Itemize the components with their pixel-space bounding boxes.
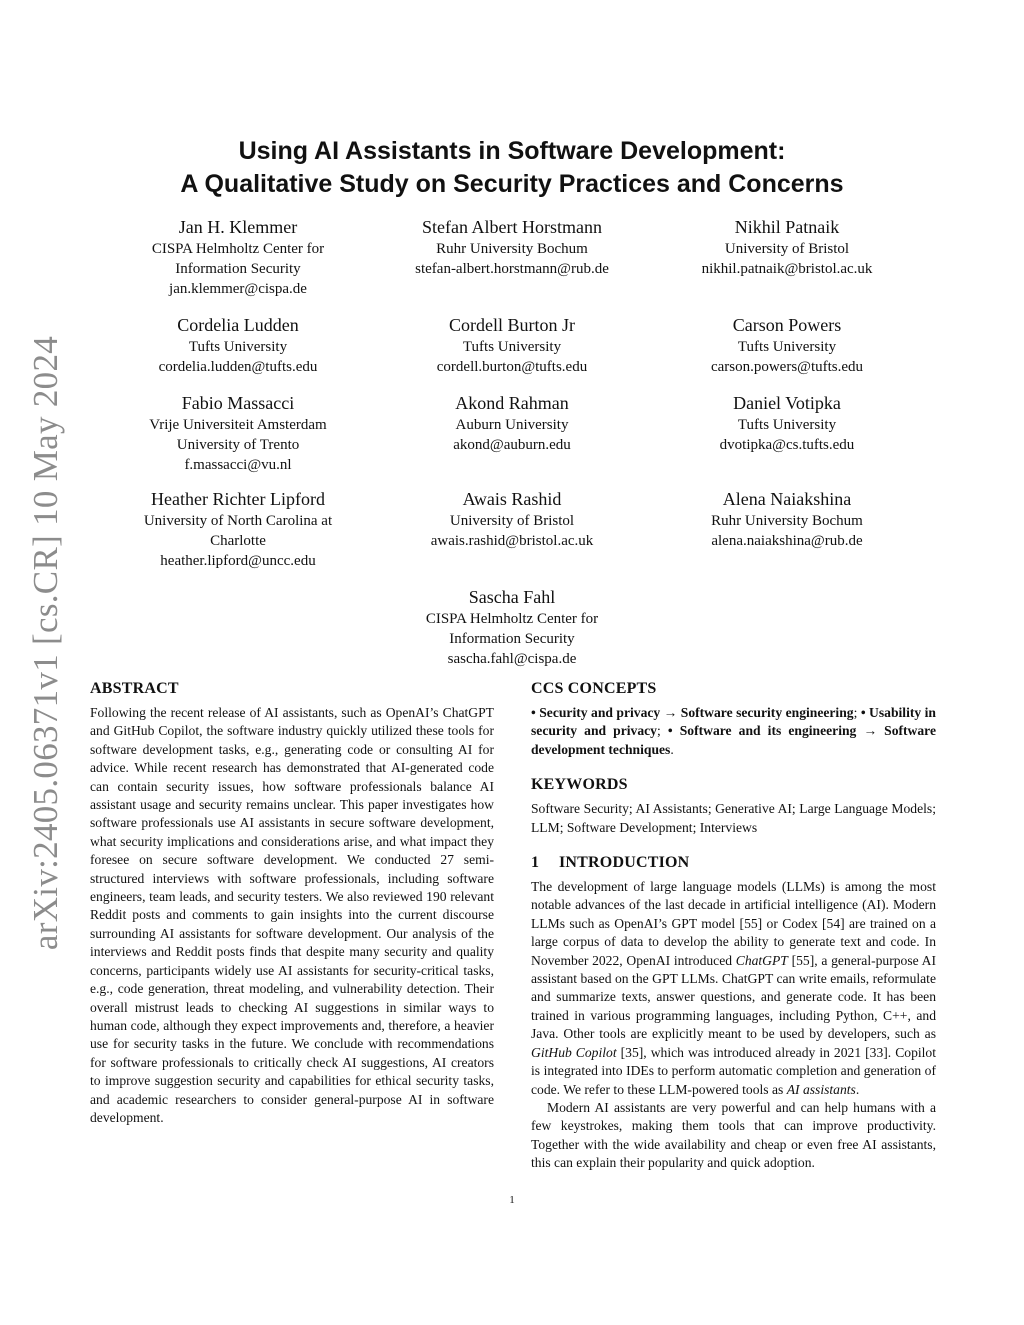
ccs-concept-3: • Software and its engineering → Software development techniques [531, 723, 936, 757]
author-email: stefan-albert.horstmann@rub.de [415, 261, 609, 277]
author-name: Cordell Burton Jr [449, 315, 575, 335]
author-block [362, 586, 662, 669]
introduction-heading [531, 854, 936, 872]
author-affiliation: Ruhr University Bochum [711, 513, 863, 529]
author-affiliation: University of North Carolina at [143, 513, 333, 529]
author-block [88, 216, 388, 299]
author-affiliation: CISPA Helmholtz Center for [425, 611, 599, 627]
ai-assistants-italic: AI assistants [786, 1081, 856, 1097]
ccs-concept-1: • Security and privacy → Software security engineering [531, 705, 854, 720]
author-email: cordell.burton@tufts.edu [436, 359, 588, 375]
author-affiliation: CISPA Helmholtz Center for [151, 241, 325, 257]
author-affiliation: Tufts University [737, 417, 837, 433]
github-copilot-italic: GitHub Copilot [531, 1044, 617, 1060]
author-block [637, 314, 937, 377]
intro-paragraph-2: Modern AI assistants are very powerful and can help humans with a few keystrokes, making them tools that can improve productivity. Together with the wide availability and cheap or even free AI assistants, this can explain their popularity and quick adoption. [531, 1099, 936, 1171]
author-name: Cordelia Ludden [177, 315, 299, 335]
author-affiliation: Tufts University [737, 339, 837, 355]
right-column [531, 680, 936, 1173]
author-affiliation: Tufts University [462, 339, 562, 355]
title-line-2: A Qualitative Study on Security Practices and Concerns [180, 170, 844, 198]
author-name: Awais Rashid [462, 489, 562, 509]
author-name: Alena Naiakshina [722, 489, 852, 509]
author-name: Nikhil Patnaik [734, 217, 840, 237]
author-block [362, 488, 662, 551]
author-block [362, 216, 662, 279]
author-block [362, 392, 662, 455]
author-email: heather.lipford@uncc.edu [160, 553, 316, 569]
author-block [637, 216, 937, 279]
author-name: Sascha Fahl [468, 587, 556, 607]
author-block [637, 488, 937, 551]
author-email: sascha.fahl@cispa.de [447, 651, 577, 667]
author-affiliation: Ruhr University Bochum [436, 241, 588, 257]
author-affiliation: University of Bristol [449, 513, 575, 529]
author-name: Daniel Votipka [733, 393, 841, 413]
keywords-text: Software Security; AI Assistants; Generative AI; Large Language Models; LLM; Software Development; Interviews [531, 801, 936, 835]
author-block [362, 314, 662, 377]
author-email: dvotipka@cs.tufts.edu [719, 437, 855, 453]
author-affiliation: Information Security [449, 631, 575, 647]
author-block [637, 392, 937, 455]
author-affiliation: Tufts University [188, 339, 288, 355]
author-email: carson.powers@tufts.edu [710, 359, 864, 375]
author-email: alena.naiakshina@rub.de [711, 533, 863, 549]
ccs-concept-2: • Usability in security and privacy [531, 705, 936, 739]
section-title: INTRODUCTION [559, 854, 690, 872]
author-email: akond@auburn.edu [453, 437, 571, 453]
title-line-1: Using AI Assistants in Software Development: [238, 137, 786, 165]
author-email: awais.rashid@bristol.ac.uk [430, 533, 594, 549]
paper-title [60, 135, 964, 201]
author-email: cordelia.ludden@tufts.edu [158, 359, 318, 375]
author-name: Carson Powers [732, 315, 842, 335]
author-affiliation: Vrije Universiteit Amsterdam [149, 417, 327, 433]
author-affiliation: Information Security [175, 261, 301, 277]
author-block [88, 488, 388, 571]
keywords-heading: KEYWORDS [531, 776, 628, 794]
author-name: Akond Rahman [455, 393, 569, 413]
author-affiliation: University of Bristol [724, 241, 850, 257]
chatgpt-italic: ChatGPT [735, 952, 788, 968]
abstract-text: Following the recent release of AI assistants, such as OpenAI’s ChatGPT and GitHub Copilot, the software industry quickly utilized these tools for software development tasks, e.g., generating code or consulting AI for advice. While recent research has demonstrated that AI-generated code can contain security issues, how software professionals balance AI assistant usage and security remains unclear. This paper investigates how software professionals use AI assistants in secure software development, what security implications and considerations arise, and what impact they foresee on secure software development. We conducted 27 semi-structured interviews with software professionals, including software engineers, team leads, and security testers. We also reviewed 190 relevant Reddit posts and comments to gain insights into the current discourse surrounding AI assistants for software development. Our analysis of the interviews and Reddit posts finds that despite many security and quality concerns, participants widely use AI assistants for security-critical tasks, e.g., code generation, threat modeling, and vulnerability detection. Their overall mistrust leads to checking AI suggestions in similar ways to human code, although they expect improvements and, therefore, a heavier use for security tasks in the future. We conclude with recommendations for software professionals to critically check AI suggestions, AI creators to improve suggestion security and capabilities for ethical security tasks, and academic researchers to consider general-purpose AI in software development. [90, 705, 494, 1125]
ccs-heading: CCS CONCEPTS [531, 680, 657, 697]
author-email: jan.klemmer@cispa.de [169, 281, 307, 297]
author-name: Jan H. Klemmer [178, 217, 298, 237]
intro-paragraph-1: The development of large language models (LLMs) is among the most notable advances of the last decade in artificial intelligence (AI). Modern LLMs such as OpenAI’s GPT model [55] or Codex [54] are trained on a large corpus of data to develop the ability to generate text and code. In November 2022, OpenAI introduced ChatGPT [55], a general-purpose AI assistant based on the GPT LLMs. ChatGPT can write emails, reformulate and summarize texts, answer questions, and generate code. It has been trained in various programming languages, including Python, C++, and Java. Other tools are explicitly meant to be used by developers, such as GitHub Copilot [35], which was introduced already in 2021 [33]. Copilot is integrated into IDEs to perform automatic completion and generation of code. We refer to these LLM-powered tools as AI assistants. [531, 879, 937, 1097]
abstract-heading: ABSTRACT [90, 680, 179, 697]
ccs-concepts: • Security and privacy → Software security engineering; • Usability in security and privacy; • Software and its engineering → Software development techniques. [531, 705, 936, 757]
left-column [90, 680, 494, 1127]
section-number: 1 [531, 854, 540, 872]
author-name: Fabio Massacci [181, 393, 295, 413]
author-email: nikhil.patnaik@bristol.ac.uk [701, 261, 873, 277]
author-affiliation: University of Trento [176, 437, 300, 453]
author-affiliation: Auburn University [455, 417, 569, 433]
page-number: 1 [509, 1194, 515, 1206]
author-block [88, 314, 388, 377]
author-block [88, 392, 388, 475]
arxiv-sidebar-stamp [16, 335, 76, 950]
arxiv-id: arXiv:2405.06371v1 [cs.CR] 10 May 2024 [26, 335, 65, 950]
author-email: f.massacci@vu.nl [184, 457, 292, 473]
author-name: Stefan Albert Horstmann [422, 217, 602, 237]
author-name: Heather Richter Lipford [151, 489, 325, 509]
author-affiliation: Charlotte [210, 533, 266, 549]
